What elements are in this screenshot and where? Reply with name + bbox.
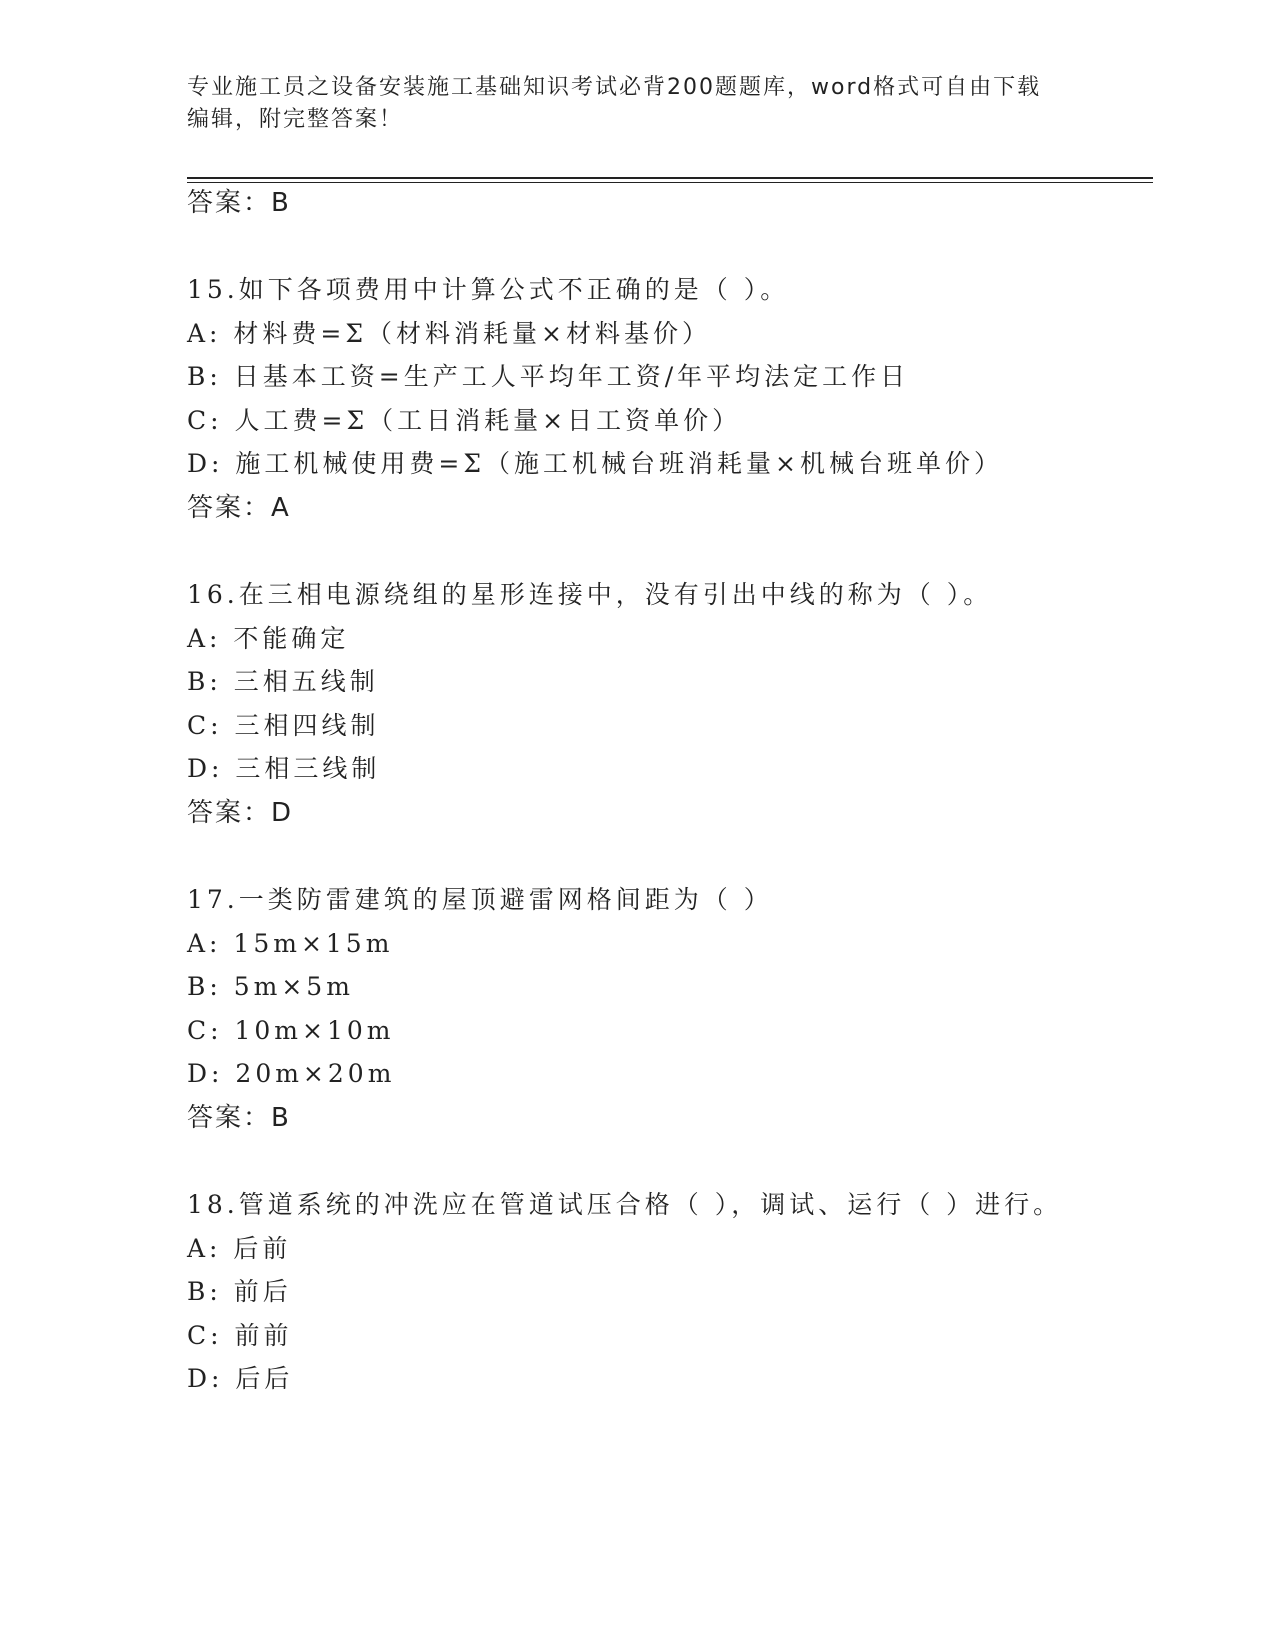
- question-option: A: 不能确定: [187, 624, 350, 653]
- question-option: D: 20m×20m: [187, 1059, 396, 1088]
- answer-line: 答案：B: [187, 1103, 291, 1133]
- question-option: D: 施工机械使用费=Σ（施工机械台班消耗量×机械台班单价）: [187, 449, 1003, 478]
- question-stem: 18.管道系统的冲洗应在管道试压合格（ ），调试、运行（ ）进行。: [187, 1190, 1063, 1219]
- question-option: B: 日基本工资=生产工人平均年工资/年平均法定工作日: [187, 362, 910, 391]
- answer-line: 答案：D: [187, 798, 294, 828]
- question-option: C: 10m×10m: [187, 1016, 395, 1045]
- header-divider: [187, 177, 1153, 183]
- question-option: A: 材料费=Σ（材料消耗量×材料基价）: [187, 319, 711, 348]
- question-option: B: 三相五线制: [187, 667, 379, 696]
- answer-line: 答案：B: [187, 188, 291, 218]
- question-option: A: 15m×15m: [187, 929, 394, 958]
- header-title-line2: 编辑，附完整答案！: [187, 107, 404, 132]
- question-stem: 17.一类防雷建筑的屋顶避雷网格间距为（ ）: [187, 885, 773, 914]
- question-stem: 15.如下各项费用中计算公式不正确的是（ ）。: [187, 275, 790, 304]
- question-option: D: 后后: [187, 1364, 294, 1393]
- answer-line: 答案：A: [187, 493, 291, 523]
- question-stem: 16.在三相电源绕组的星形连接中，没有引出中线的称为（ ）。: [187, 580, 993, 609]
- question-option: C: 三相四线制: [187, 711, 380, 740]
- document-header: [187, 72, 1067, 136]
- header-title-line1: 专业施工员之设备安装施工基础知识考试必背200题题库，word格式可自由下载: [187, 75, 1042, 100]
- question-option: C: 前前: [187, 1321, 293, 1350]
- question-option: A: 后前: [187, 1234, 292, 1263]
- question-option: C: 人工费=Σ（工日消耗量×日工资单价）: [187, 406, 742, 435]
- question-option: B: 前后: [187, 1277, 292, 1306]
- question-option: B: 5m×5m: [187, 972, 354, 1001]
- question-option: D: 三相三线制: [187, 754, 381, 783]
